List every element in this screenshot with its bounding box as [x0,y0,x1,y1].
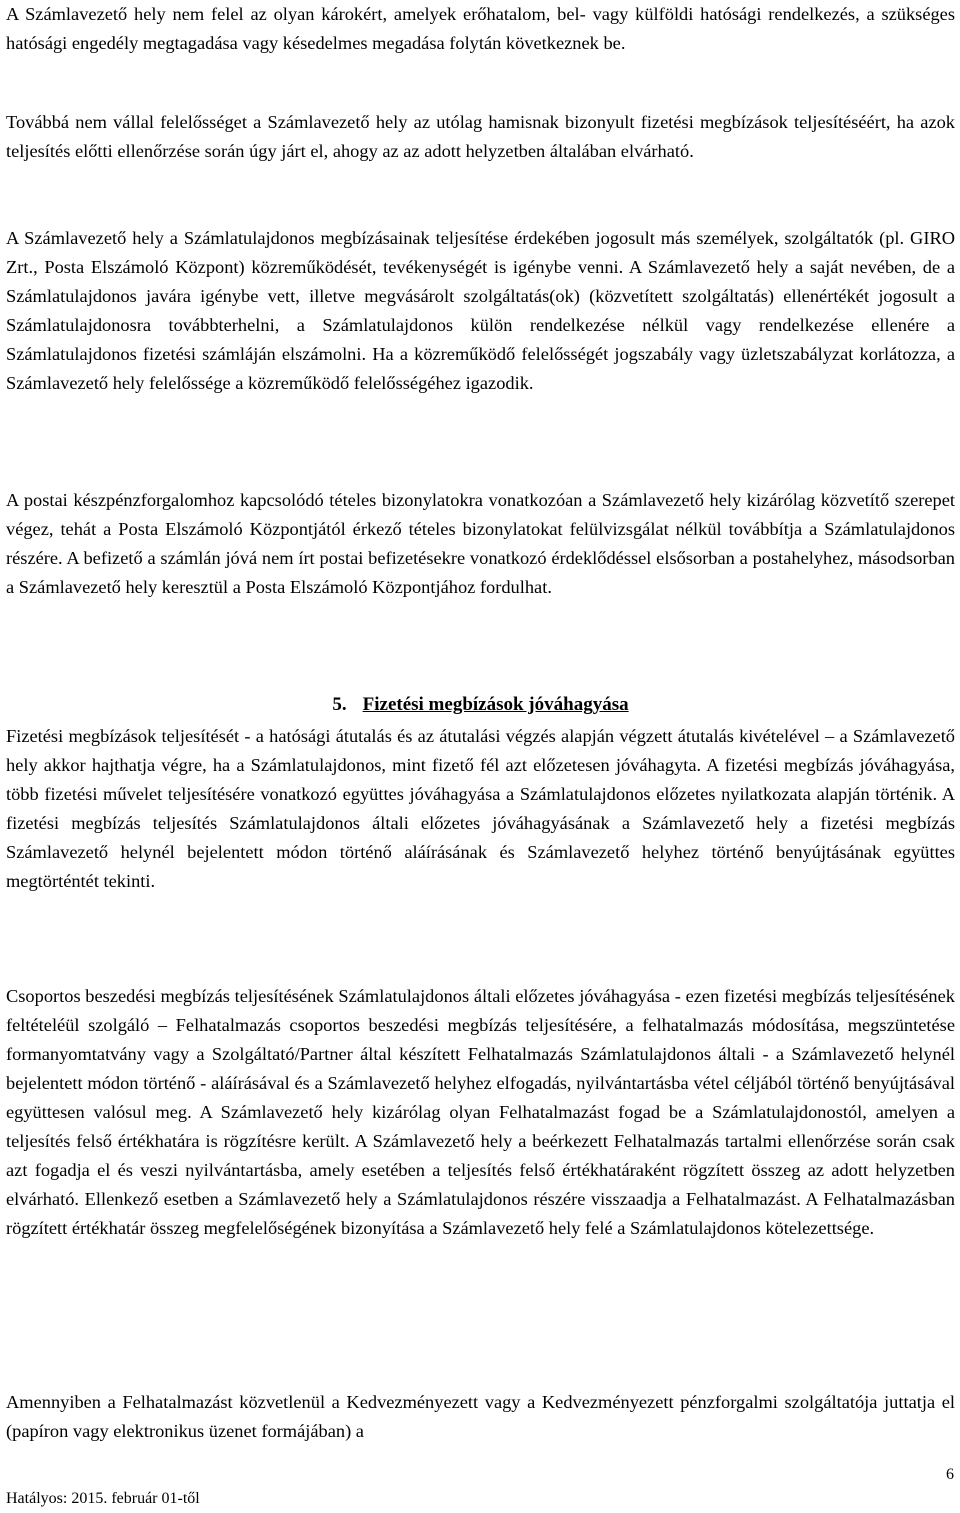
footer-effective-date: Hatályos: 2015. február 01-től [6,1490,200,1507]
section-heading [6,690,955,719]
paragraph-force-majeure: A Számlavezető hely nem felel az olyan károkért, amelyek erőhatalom, bel- vagy külföldi hatósági rendelkezés, a szükséges hatósági engedély megtagadása vagy késedelmes megadása folytán következnek be. [6,4,955,53]
paragraph-third-party-services: A Számlavezető hely a Számlatulajdonos megbízásainak teljesítése érdekében jogosult más személyek, szolgáltatók (pl. GIRO Zrt., Posta Elszámoló Központ) közreműködését, tevékenységét is igénybe venni. A Számlavezető hely a saját nevében, de a Számlatulajdonos javára igénybe vett, illetve megvásárolt szolgáltatás(ok) (közvetített szolgáltatás) ellenértékét jogosult a Számlatulajdonosra továbbterhelni, a Számlatulajdonos külön rendelkezése nélkül vagy rendelkezése ellenére a Számlatulajdonos fizetési számláján elszámolni. Ha a közreműködő felelősségét jogszabály vagy üzletszabályzat korlátozza, a Számlavezető hely felelőssége a közreműködő felelősségéhez igazodik. [6,228,955,393]
section-title: Fizetési megbízások jóváhagyása [362,694,629,715]
paragraph-authorization-delivery: Amennyiben a Felhatalmazást közvetlenül a Kedvezményezett vagy a Kedvezményezett pénzforgalmi szolgáltatója juttatja el (papíron vagy elektronikus üzenet formájában) a [6,1392,955,1441]
paragraph-postal-cash-flow: A postai készpénzforgalomhoz kapcsolódó tételes bizonylatokra vonatkozóan a Számlavezető hely kizárólag közvetítő szerepet végez, tehát a Posta Elszámoló Központjától érkező tételes bizonylatokat felülvizsgálat nélkül továbbítja a Számlatulajdonos részére. A befizető a számlán jóvá nem írt postai befizetésekre vonatkozó érdeklődéssel elsősorban a postahelyhez, másodsorban a Számlavezető hely keresztül a Posta Elszámoló Központjához fordulhat. [6,490,955,597]
paragraph-direct-debit-approval: Csoportos beszedési megbízás teljesítésének Számlatulajdonos általi előzetes jóváhagyása - ezen fizetési megbízás teljesítésének feltételéül szolgáló – Felhatalmazás csoportos beszedési megbízás teljesítésére, a felhatalmazás módosítása, megszüntetése formanyomtatvány vagy a Szolgáltató/Partner által készített Felhatalmazás Számlatulajdonos általi - a Számlavezető helynél bejelentett módon történő - aláírásával és a Számlavezető helyhez elfogadás, nyilvántartásba vétel céljából történő benyújtásával együttesen valósul meg. A Számlavezető hely kizárólag olyan Felhatalmazást fogad be a Számlatulajdonostól, amelyen a teljesítés felső értékhatára is rögzítésre került. A Számlavezető hely a beérkezett Felhatalmazás tartalmi ellenőrzése során csak azt fogadja el és veszi nyilvántartásba, amely esetében a teljesítés felső értékhatáraként rögzített összeg az adott helyzetben elvárható. Ellenkező esetben a Számlavezető hely a Számlatulajdonos részére visszaadja a Felhatalmazást. A Felhatalmazásban rögzített értékhatár összeg megfelelőségének bizonyítása a Számlavezető hely felé a Számlatulajdonos kötelezettsége. [6,986,955,1238]
paragraph-payment-order-approval: Fizetési megbízások teljesítését - a hatósági átutalás és az átutalási végzés alapján végzett átutalás kivételével – a Számlavezető hely akkor hajthatja végre, ha a Számlatulajdonos, mint fizető fél azt előzetesen jóváhagyta. A fizetési megbízás jóváhagyása, több fizetési művelet teljesítésére vonatkozó együttes jóváhagyása a Számlatulajdonos előzetes nyilatkozata alapján történik. A fizetési megbízás teljesítés Számlatulajdonos általi előzetes jóváhagyásának a Számlavezető hely a fizetési megbízás Számlavezető helynél bejelentett módon történő aláírásának és Számlavezető helyhez történő benyújtásának együttes megtörténtét tekinti. [6,726,955,891]
page-number: 6 [946,1466,954,1483]
section-number: 5. [332,694,347,715]
paragraph-forged-orders-liability: Továbbá nem vállal felelősséget a Számlavezető hely az utólag hamisnak bizonyult fizetési megbízások teljesítéséért, ha azok teljesítés előtti ellenőrzése során úgy járt el, ahogy az az adott helyzetben általában elvárható. [6,112,955,161]
